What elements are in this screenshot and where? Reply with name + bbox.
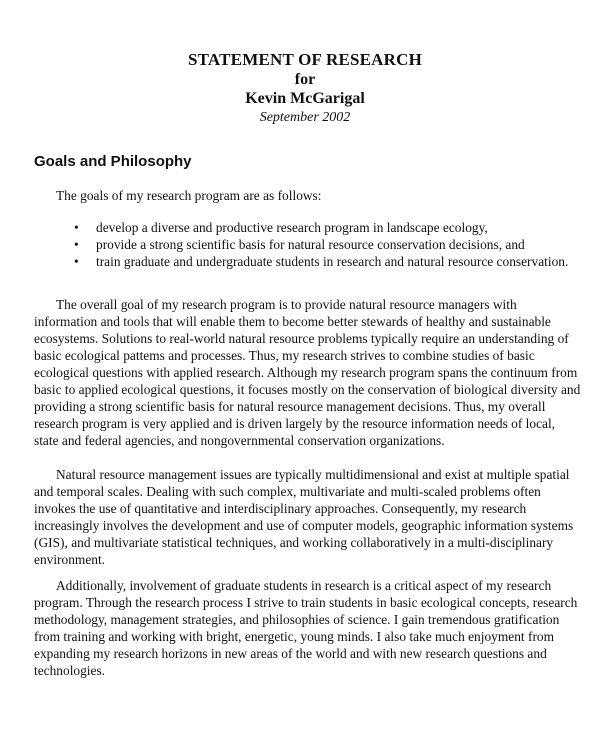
document-date: September 2002 — [259, 110, 351, 125]
bullet-icon: • — [74, 254, 79, 269]
list-item-text: train graduate and undergraduate students in research and natural resource conservation. — [96, 254, 569, 269]
section-heading: Goals and Philosophy — [34, 153, 192, 170]
list-item-text: develop a diverse and productive research program in landscape ecology, — [96, 220, 488, 235]
list-item — [72, 219, 572, 236]
paragraph-management-issues: Natural resource management issues are typically multidimensional and exist at multiple spatial and temporal scales. Dealing with such complex, multivariate and multi-scaled problems often invokes the use of quantitative and interdisciplinary approaches. Consequently, my research increasingly involves the development and use of computer models, geographic information systems (GIS), and multivariate statistical techniques, and working collaboratively in a multi-disciplinary environment. — [34, 467, 574, 567]
document-title: STATEMENT OF RESEARCH — [187, 50, 423, 69]
list-item-text: provide a strong scientific basis for natural resource conservation decisions, and — [96, 237, 525, 252]
author-name: Kevin McGarigal — [245, 90, 365, 107]
bullet-icon: • — [74, 220, 79, 235]
paragraph-graduate-students: Additionally, involvement of graduate students in research is a critical aspect of my research program. Through the research process I strive to train students in basic ecological concepts, research methodology, management strategies, and philosophies of science. I gain tremendous gratification from training and working with bright, energetic, young minds. I also take much enjoyment from expanding my research horizons in new areas of the world and with new research questions and technologies. — [34, 578, 578, 678]
goals-list — [72, 219, 572, 270]
list-item — [72, 236, 572, 253]
bullet-icon: • — [74, 237, 79, 252]
list-item — [72, 253, 572, 270]
paragraph-overall-goal: The overall goal of my research program is to provide natural resource managers with information and tools that will enable them to become better stewards of healthy and sustainable ecosystems. Solutions to real-world natural resource problems typically require an understanding of basic ecological pattems and processes. Thus, my research strives to combine studies of basic ecological questions with applied research. Although my research program spans the continuum from basic to applied ecological questions, it focuses mostly on the conservation of biological diversity and providing a strong scientific basis for natural resource management decisions. Thus, my overall research program is very applied and is driven largely by the resource information needs of local, state and federal agencies, and nongovernmental conservation organizations. — [34, 297, 581, 448]
title-block — [0, 50, 600, 126]
title-for-label: for — [294, 71, 316, 88]
intro-sentence: The goals of my research program are as follows: — [56, 188, 322, 203]
